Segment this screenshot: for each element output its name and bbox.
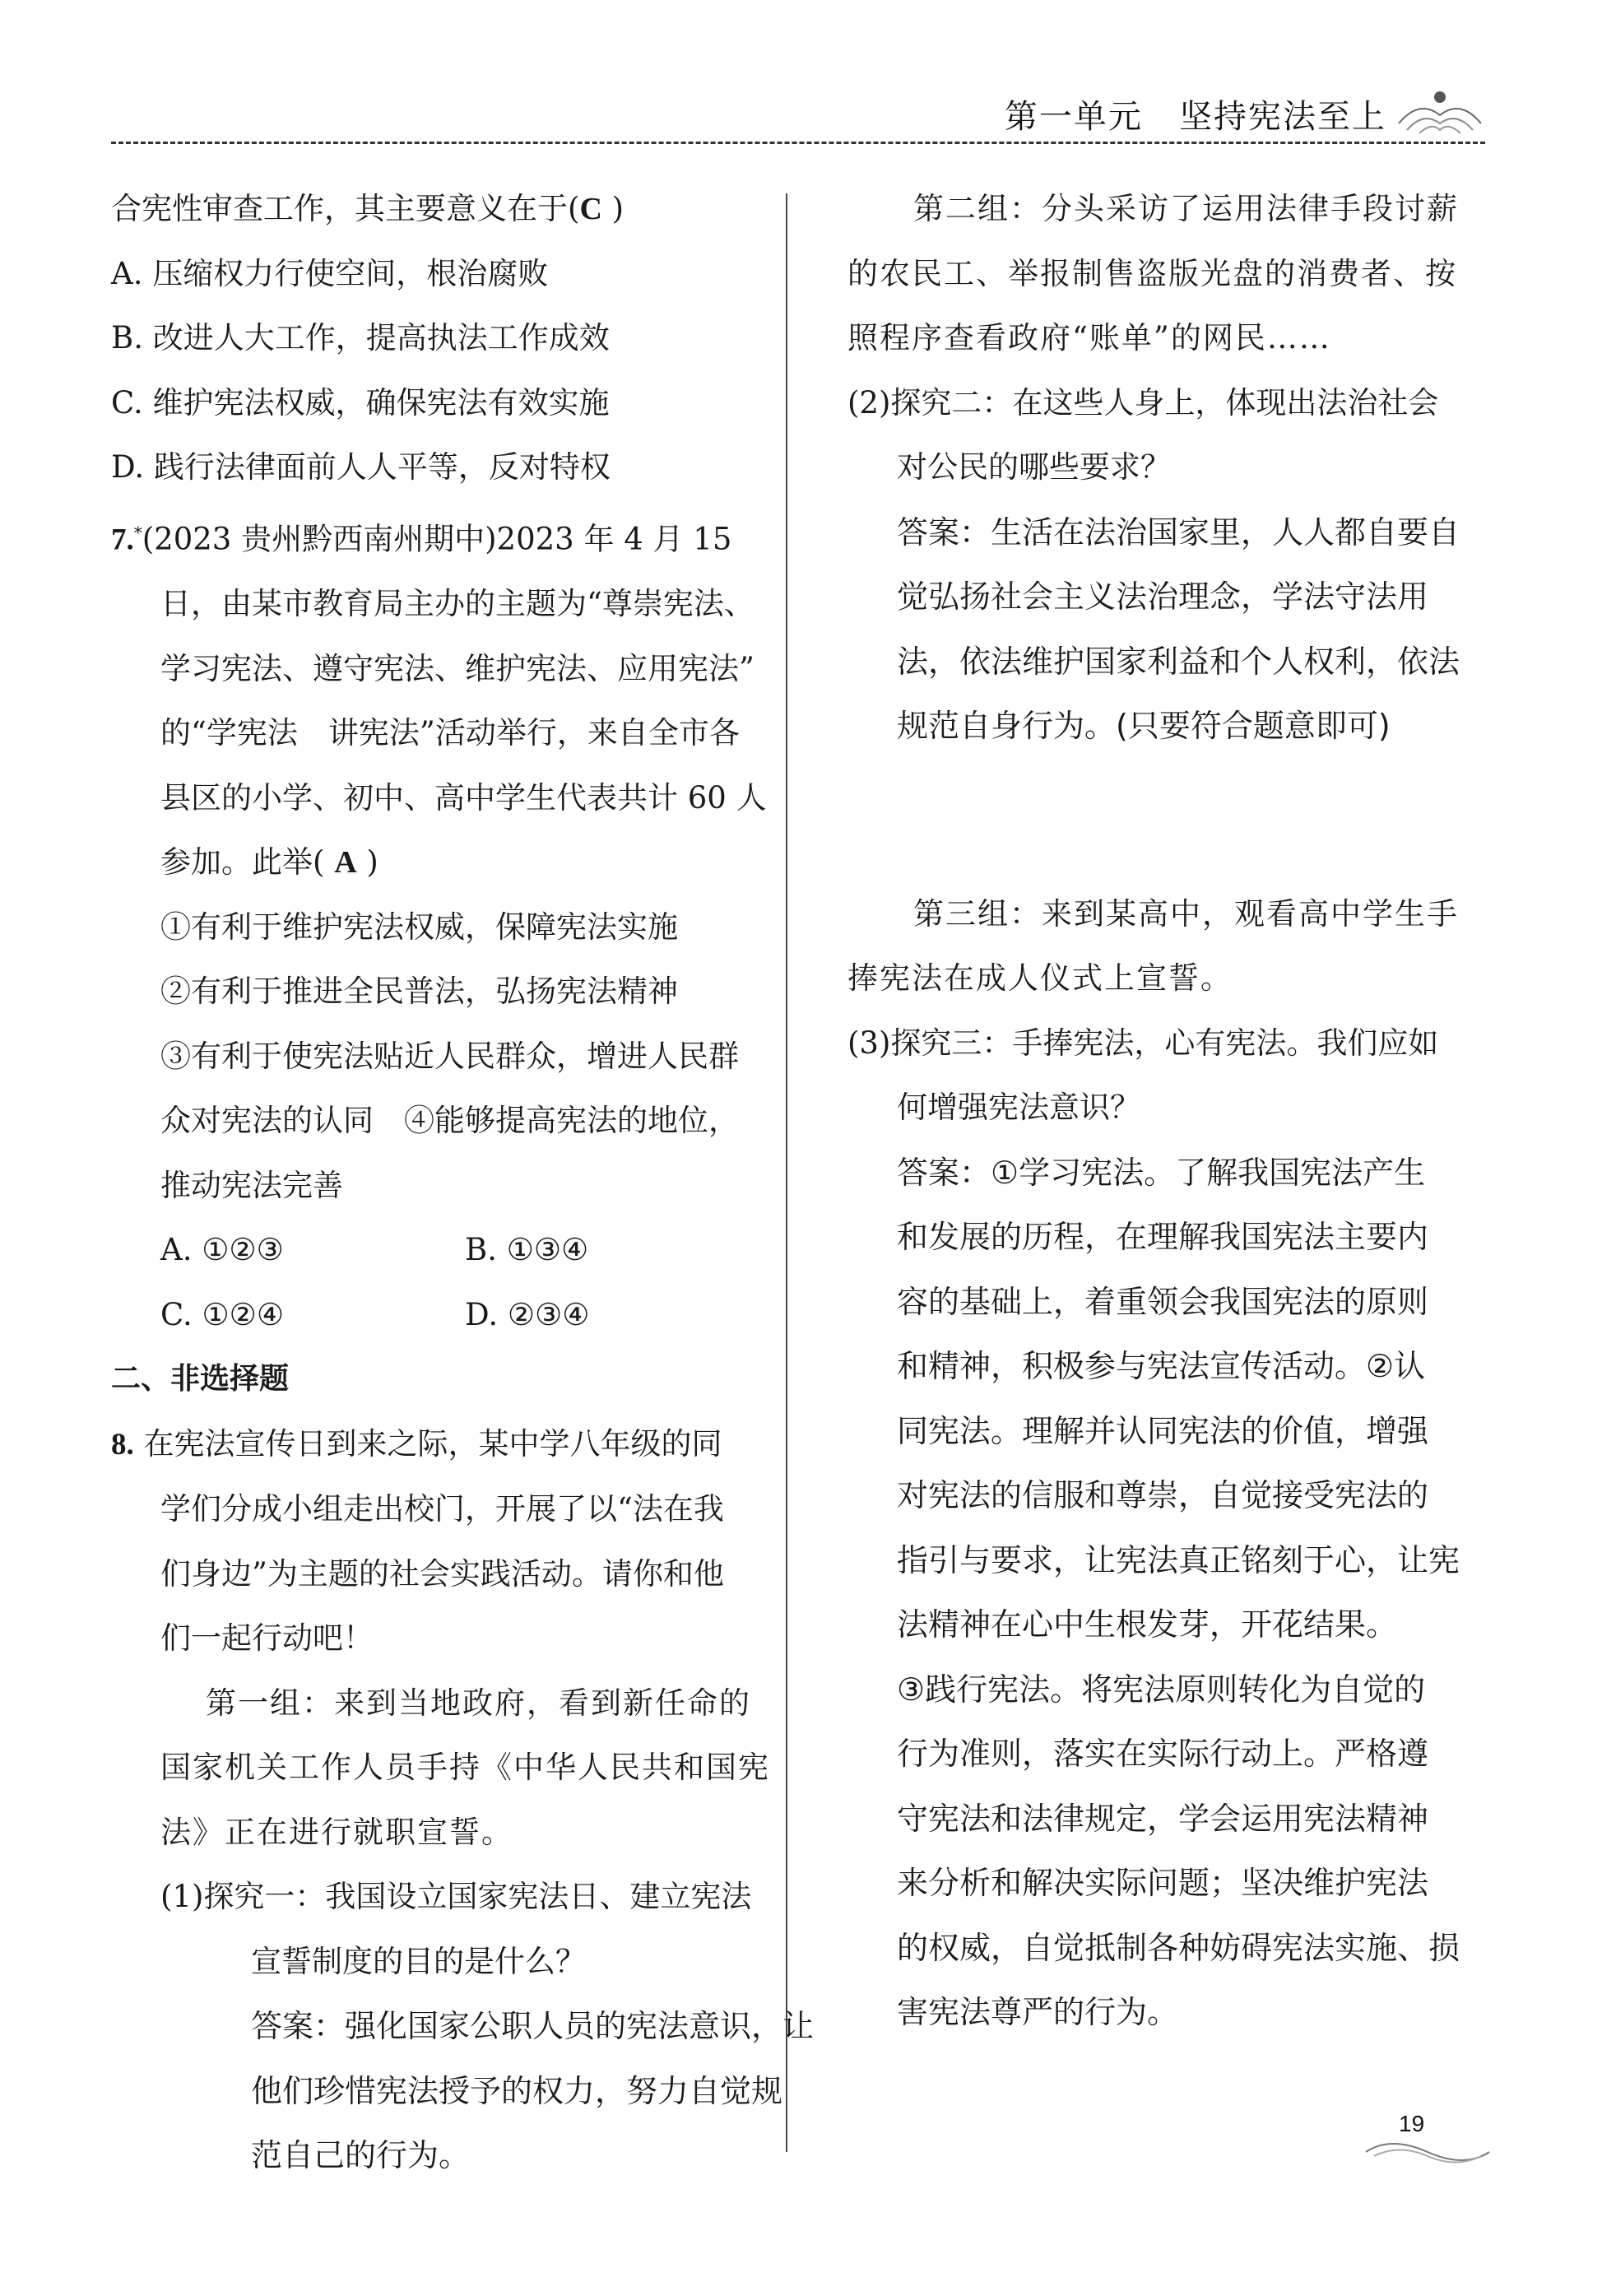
q8-3-answer: 来分析和解决实际问题；坚决维护宪法 xyxy=(897,1865,1429,1901)
q7-stem-line: 学习宪法、遵守宪法、维护宪法、应用宪法” xyxy=(160,650,755,686)
q6-option-b: B. 改进人大工作，提高执法工作成效 xyxy=(111,320,610,356)
unit-title xyxy=(1005,91,1386,137)
unit-name: 坚持宪法至上 xyxy=(1179,98,1386,136)
footer-flourish-icon xyxy=(1358,2131,1498,2173)
q7-star-mark: * xyxy=(133,522,142,542)
group2-text: 第二组：分头采访了运用法律手段讨薪 xyxy=(913,191,1459,226)
q7-option-b: B. ①③④ xyxy=(465,1232,589,1268)
q7-options-row xyxy=(111,1283,769,1348)
q8-3-answer: 法精神在心中生根发芽，开花结果。 xyxy=(897,1606,1398,1643)
section-heading: 二、非选择题 xyxy=(111,1362,290,1397)
q8-3-answer: ③践行宪法。将宪法原则转化为自觉的 xyxy=(897,1671,1426,1708)
header-divider xyxy=(111,142,1485,144)
q6-stem-tail: 合宪性审查工作，其主要意义在于(C ) xyxy=(111,191,625,226)
q8-number: 8. xyxy=(111,1427,134,1462)
q8-3-answer: 和精神，积极参与宪法宣传活动。②认 xyxy=(897,1348,1426,1384)
answer-space xyxy=(847,759,1489,882)
q6-option-d: D. 践行法律面前人人平等，反对特权 xyxy=(111,449,611,485)
q8-2-question: 对公民的哪些要求？ xyxy=(897,449,1171,485)
group2-text: 照程序查看政府“账单”的网民…… xyxy=(847,320,1331,356)
q6-option-a: A. 压缩权力行使空间，根治腐败 xyxy=(111,255,549,291)
q8-stem-line: 们身边”为主题的社会实践活动。请你和他 xyxy=(160,1555,724,1592)
q7-item: ②有利于推进全民普法，弘扬宪法精神 xyxy=(160,974,678,1010)
group1-text: 第一组：来到当地政府，看到新任命的 xyxy=(206,1685,751,1721)
q7-stem-end: 参加。此举( A ) xyxy=(160,844,378,881)
q8-3-answer: 害宪法尊严的行为。 xyxy=(897,1994,1179,2030)
q8-3-question: (3)探究三：手捧宪法，心有宪法。我们应如 xyxy=(847,1025,1439,1061)
q7-answer: A xyxy=(334,845,357,881)
q8-3-answer: 同宪法。理解并认同宪法的价值，增强 xyxy=(897,1412,1429,1449)
q7-item: 推动宪法完善 xyxy=(160,1167,343,1203)
q8-stem-line: 8. 在宪法宣传日到来之际，某中学八年级的同 xyxy=(111,1425,722,1462)
q8-2-answer: 觉弘扬社会主义法治理念，学法守法用 xyxy=(897,579,1429,615)
q7-item: ①有利于维护宪法权威，保障宪法实施 xyxy=(160,909,678,945)
group1-text: 法》正在进行就职宣誓。 xyxy=(160,1814,513,1850)
q8-1-answer: 范自己的行为。 xyxy=(251,2137,471,2174)
flourish-ornament-icon xyxy=(1395,82,1485,140)
q8-stem-line: 学们分成小组走出校门，开展了以“法在我 xyxy=(160,1491,724,1527)
q8-2-question: (2)探究二：在这些人身上，体现出法治社会 xyxy=(847,384,1439,421)
q8-2-answer: 答案：生活在法治国家里，人人都自要自 xyxy=(897,514,1460,551)
left-column xyxy=(111,177,815,2188)
q7-stem-line: 的“学宪法 讲宪法”活动举行，来自全市各 xyxy=(160,715,740,751)
q7-option-d: D. ②③④ xyxy=(465,1296,590,1332)
q8-3-answer: 指引与要求，让宪法真正铭刻于心，让宪 xyxy=(897,1541,1460,1578)
q8-3-answer: 答案：①学习宪法。了解我国宪法产生 xyxy=(897,1154,1426,1191)
page-header xyxy=(111,82,1485,148)
q8-3-answer: 容的基础上，着重领会我国宪法的原则 xyxy=(897,1283,1429,1320)
q6-answer: C xyxy=(579,192,602,226)
q8-stem-line: 们一起行动吧！ xyxy=(160,1620,374,1657)
q7-options-row xyxy=(111,1218,769,1283)
unit-label: 第一单元 xyxy=(1004,98,1143,136)
q7-option-a: A. ①②③ xyxy=(160,1232,284,1268)
q8-1-question: (1)探究一：我国设立国家宪法日、建立宪法 xyxy=(160,1879,752,1915)
column-divider xyxy=(786,193,787,2152)
q8-3-answer: 的权威，自觉抵制各种妨碍宪法实施、损 xyxy=(897,1929,1460,1966)
q8-1-answer: 他们珍惜宪法授予的权力，努力自觉规 xyxy=(251,2072,783,2109)
q8-1-question: 宣誓制度的目的是什么？ xyxy=(251,1943,586,1979)
q8-2-answer: 法，依法维护国家利益和个人权利，依法 xyxy=(897,643,1460,680)
q8-3-question: 何增强宪法意识？ xyxy=(897,1090,1140,1125)
group2-text: 的农民工、举报制售盗版光盘的消费者、按 xyxy=(847,255,1457,291)
q8-3-answer: 守宪法和法律规定，学会运用宪法精神 xyxy=(897,1800,1429,1837)
q6-option-c: C. 维护宪法权威，确保宪法有效实施 xyxy=(111,384,610,421)
q7-stem-line: 县区的小学、初中、高中学生代表共计 60 人 xyxy=(160,779,767,816)
q7-number: 7. xyxy=(111,522,134,556)
group3-text: 第三组：来到某高中，观看高中学生手 xyxy=(913,895,1459,932)
q8-1-answer: 答案：强化国家公职人员的宪法意识，让 xyxy=(251,2008,815,2045)
q8-3-answer: 行为准则，落实在实际行动上。严格遵 xyxy=(897,1736,1429,1772)
q7-stem-line: 日，由某市教育局主办的主题为“尊崇宪法、 xyxy=(160,586,755,622)
q7-item: ③有利于使宪法贴近人民群众，增进人民群 xyxy=(160,1038,739,1074)
group3-text: 捧宪法在成人仪式上宣誓。 xyxy=(847,960,1233,996)
group1-text: 国家机关工作人员手持《中华人民共和国宪 xyxy=(160,1750,770,1786)
q7-stem-line: 7.*(2023 贵州黔西南州期中)2023 年 4 月 15 xyxy=(111,520,732,556)
q8-3-answer: 对宪法的信服和尊崇，自觉接受宪法的 xyxy=(897,1477,1429,1513)
q7-item: 众对宪法的认同 ④能够提高宪法的地位， xyxy=(160,1103,739,1139)
q8-2-answer: 规范自身行为。(只要符合题意即可) xyxy=(897,708,1391,744)
right-column xyxy=(847,177,1489,2045)
page-number: 19 xyxy=(1399,2111,1425,2136)
q7-option-c: C. ①②④ xyxy=(160,1296,285,1332)
q8-3-answer: 和发展的历程，在理解我国宪法主要内 xyxy=(897,1219,1429,1255)
